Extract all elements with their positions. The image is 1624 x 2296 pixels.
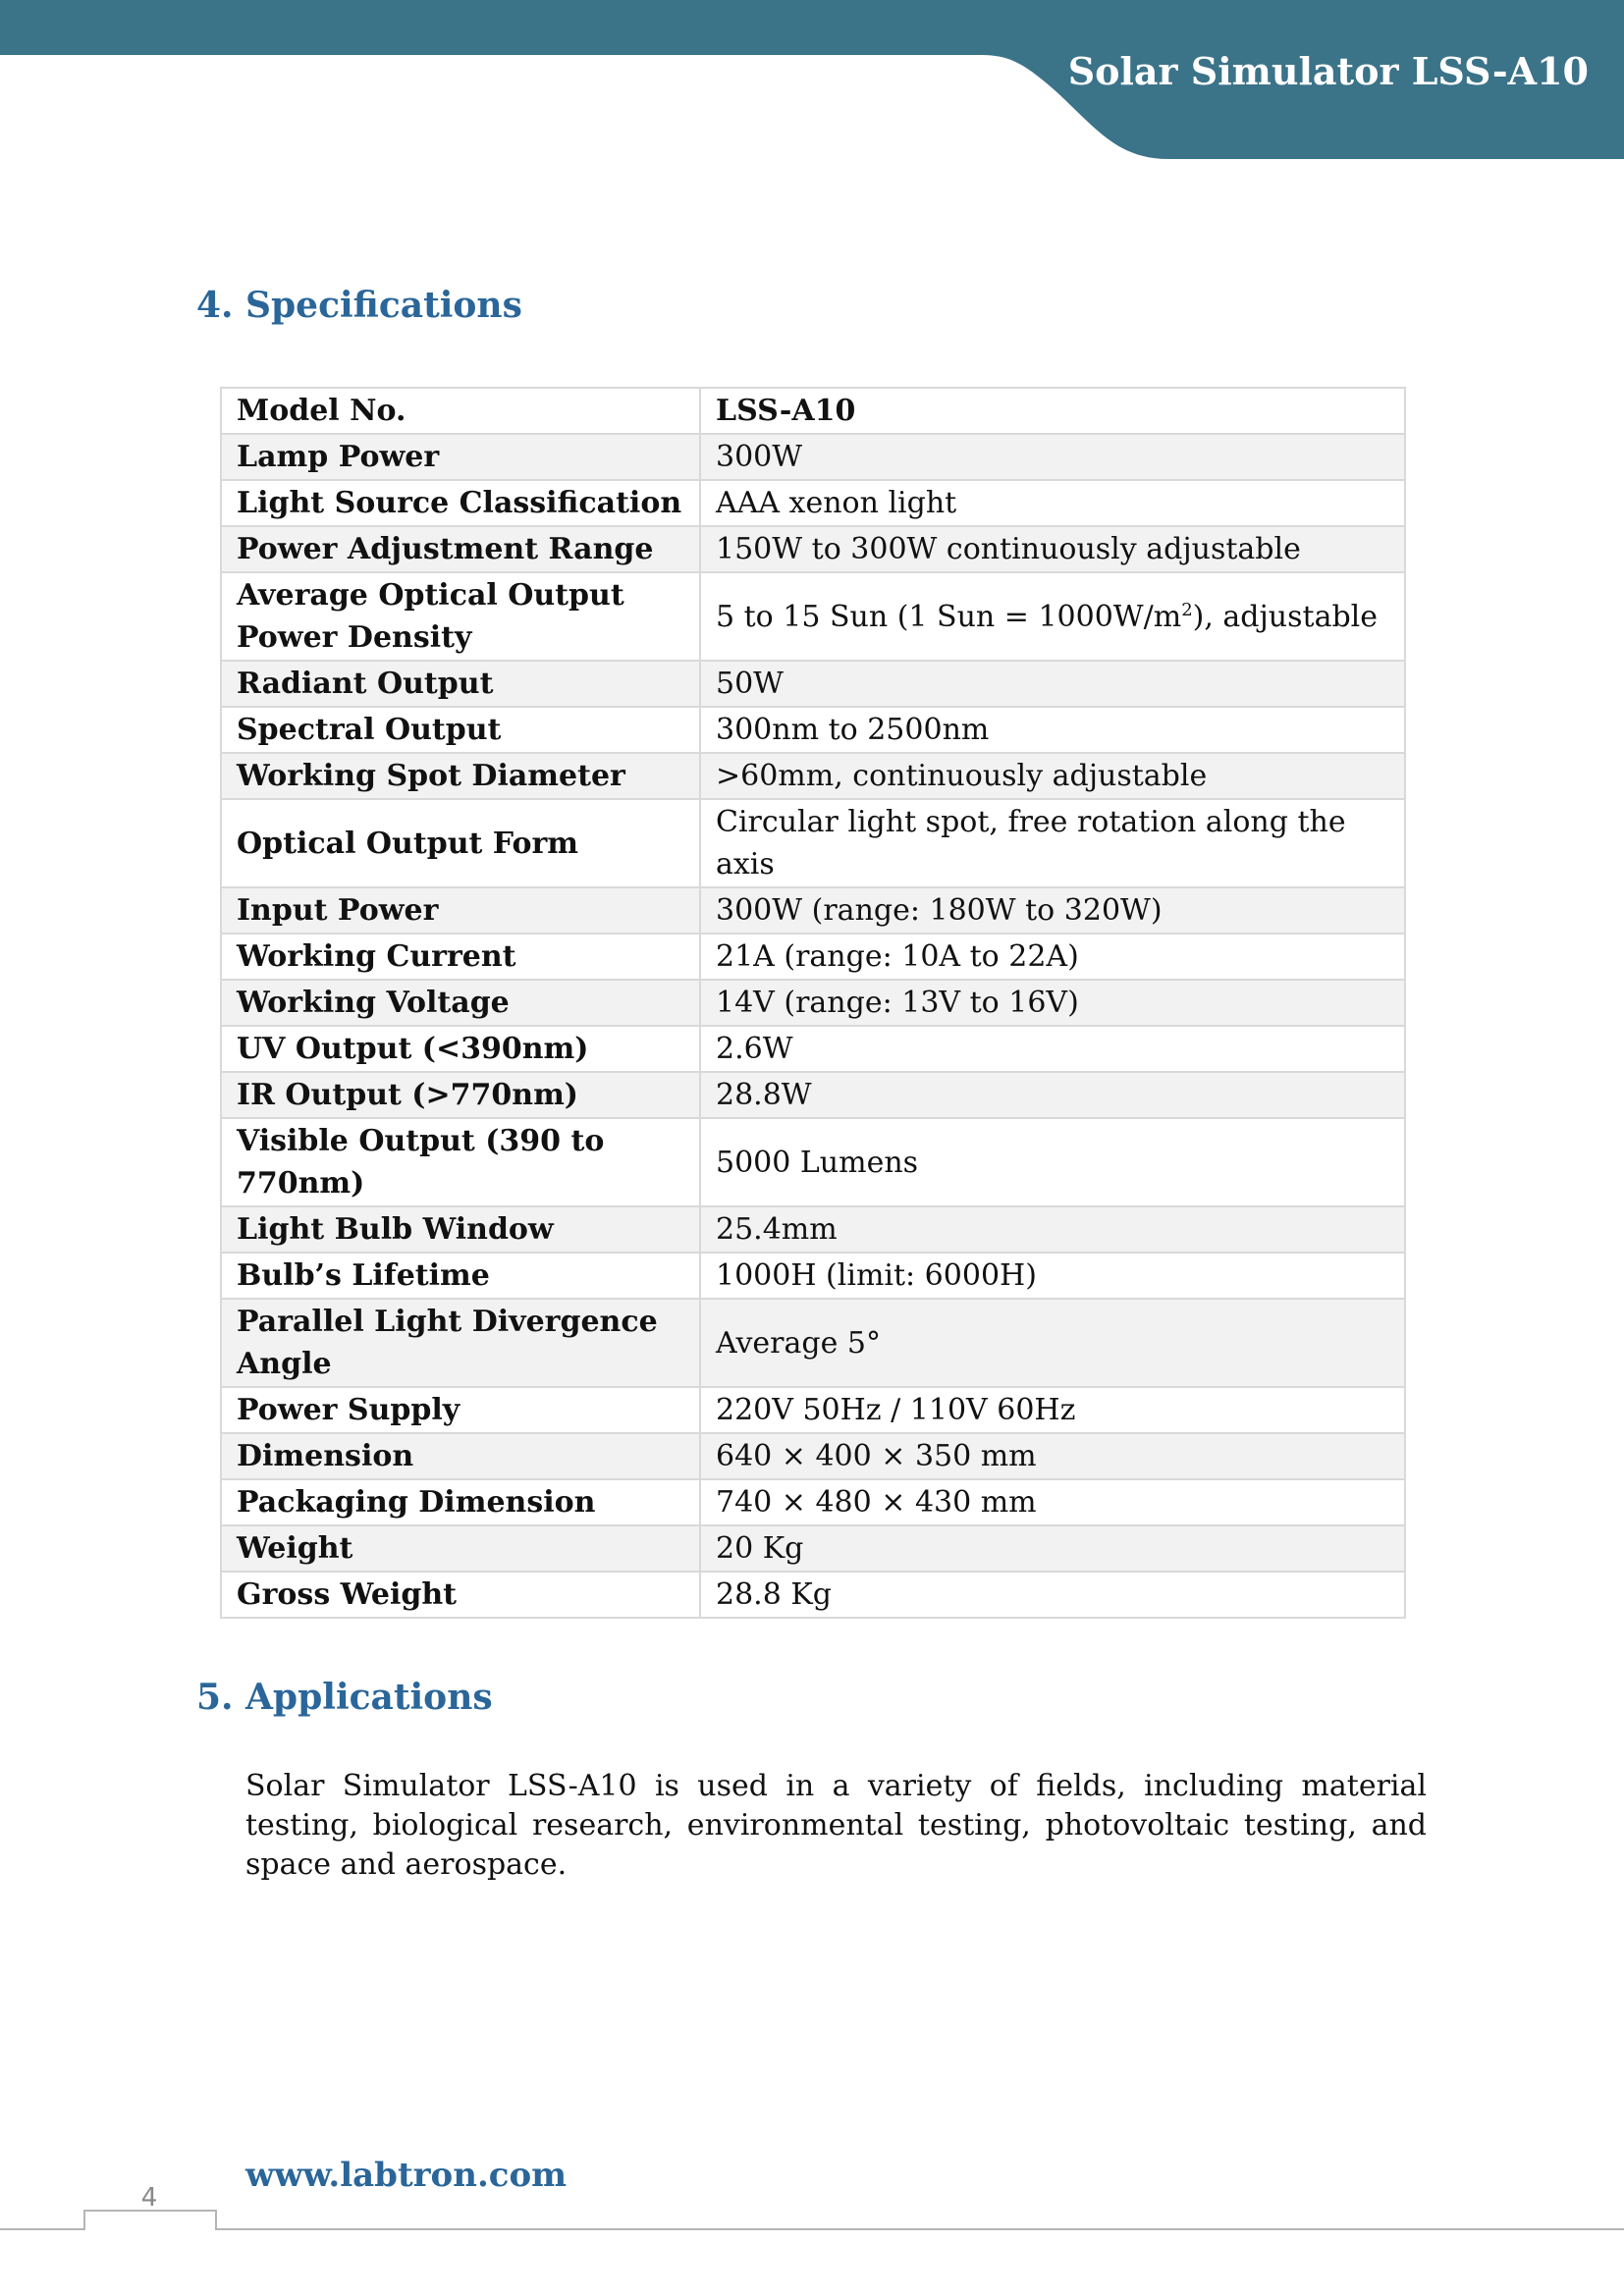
- value-cell: [700, 572, 1405, 661]
- table-row: [221, 434, 1405, 480]
- param-cell: Working Spot Diameter: [221, 753, 700, 799]
- header-band: [0, 0, 1624, 159]
- table-row: [221, 887, 1405, 934]
- table-row: [221, 1072, 1405, 1118]
- param-cell: Power Adjustment Range: [221, 526, 700, 572]
- param-cell: Visible Output (390 to 770nm): [221, 1118, 700, 1206]
- table-row: [221, 661, 1405, 707]
- section-number: 4.: [196, 285, 234, 326]
- section-title: Applications: [245, 1677, 493, 1718]
- section-title: Specifications: [245, 285, 522, 326]
- applications-paragraph: Solar Simulator LSS-A10 is used in a variety of fields, including material testing, biological research, environmental testing, photovoltaic testing, and space and aerospace.: [245, 1769, 1427, 1882]
- value-cell: 300nm to 2500nm: [700, 707, 1405, 753]
- value-cell: Average 5°: [700, 1299, 1405, 1387]
- value-cell: AAA xenon light: [700, 480, 1405, 526]
- value-cell: 5000 Lumens: [700, 1118, 1405, 1206]
- param-cell: Lamp Power: [221, 434, 700, 480]
- document-title: Solar Simulator LSS-A10: [1067, 49, 1589, 93]
- section-number: 5.: [196, 1677, 234, 1718]
- table-row: [221, 572, 1405, 661]
- value-cell: 300W: [700, 434, 1405, 480]
- value-cell: 640 × 400 × 350 mm: [700, 1433, 1405, 1479]
- value-cell: 21A (range: 10A to 22A): [700, 934, 1405, 980]
- table-row: [221, 707, 1405, 753]
- param-cell: Parallel Light Divergence Angle: [221, 1299, 700, 1387]
- param-cell: Weight: [221, 1525, 700, 1572]
- param-cell: Light Source Classification: [221, 480, 700, 526]
- param-cell: Model No.: [221, 388, 700, 434]
- value-cell: LSS-A10: [700, 388, 1405, 434]
- table-row: [221, 1253, 1405, 1299]
- table-row: [221, 480, 1405, 526]
- param-cell: Gross Weight: [221, 1572, 700, 1618]
- value-cell: 2.6W: [700, 1026, 1405, 1072]
- table-row: [221, 1206, 1405, 1253]
- param-cell: Working Current: [221, 934, 700, 980]
- table-row: [221, 526, 1405, 572]
- value-cell: 28.8W: [700, 1072, 1405, 1118]
- value-cell: 1000H (limit: 6000H): [700, 1253, 1405, 1299]
- applications-heading: [196, 1677, 493, 1718]
- footer-rule: [0, 2201, 1624, 2240]
- table-row: [221, 388, 1405, 434]
- param-cell: Bulb’s Lifetime: [221, 1253, 700, 1299]
- specifications-heading: [196, 285, 522, 326]
- value-cell: 20 Kg: [700, 1525, 1405, 1572]
- footer-website-link[interactable]: www.labtron.com: [245, 2156, 568, 2195]
- table-row: [221, 1299, 1405, 1387]
- table-row: [221, 1118, 1405, 1206]
- param-cell: Packaging Dimension: [221, 1479, 700, 1525]
- value-cell: 25.4mm: [700, 1206, 1405, 1253]
- param-cell: Average Optical Output Power Density: [221, 572, 700, 661]
- value-cell: 50W: [700, 661, 1405, 707]
- param-cell: Power Supply: [221, 1387, 700, 1433]
- table-row: [221, 1572, 1405, 1618]
- table-row: [221, 1026, 1405, 1072]
- table-row: [221, 1387, 1405, 1433]
- table-row: [221, 1433, 1405, 1479]
- param-cell: Input Power: [221, 887, 700, 934]
- value-cell: >60mm, continuously adjustable: [700, 753, 1405, 799]
- value-cell: 300W (range: 180W to 320W): [700, 887, 1405, 934]
- value-cell: 28.8 Kg: [700, 1572, 1405, 1618]
- param-cell: Dimension: [221, 1433, 700, 1479]
- table-row: [221, 1525, 1405, 1572]
- table-row: [221, 934, 1405, 980]
- page-number: 4: [140, 2183, 158, 2213]
- param-cell: Optical Output Form: [221, 799, 700, 887]
- table-row: [221, 1479, 1405, 1525]
- param-cell: Radiant Output: [221, 661, 700, 707]
- value-cell: Circular light spot, free rotation along the axis: [700, 799, 1405, 887]
- param-cell: UV Output (<390nm): [221, 1026, 700, 1072]
- value-cell: 220V 50Hz / 110V 60Hz: [700, 1387, 1405, 1433]
- footer-rule-shape: [0, 2201, 1624, 2240]
- param-cell: Working Voltage: [221, 980, 700, 1026]
- value-text: 5 to 15 Sun (1 Sun = 1000W/m: [716, 599, 1182, 634]
- value-cell: 150W to 300W continuously adjustable: [700, 526, 1405, 572]
- value-superscript: 2: [1181, 599, 1193, 620]
- table-row: [221, 753, 1405, 799]
- table-row: [221, 980, 1405, 1026]
- table-row: [221, 799, 1405, 887]
- param-cell: Light Bulb Window: [221, 1206, 700, 1253]
- value-suffix-text: ), adjustable: [1192, 599, 1379, 634]
- param-cell: Spectral Output: [221, 707, 700, 753]
- specifications-table: [220, 387, 1406, 1619]
- value-cell: 740 × 480 × 430 mm: [700, 1479, 1405, 1525]
- param-cell: IR Output (>770nm): [221, 1072, 700, 1118]
- value-cell: 14V (range: 13V to 16V): [700, 980, 1405, 1026]
